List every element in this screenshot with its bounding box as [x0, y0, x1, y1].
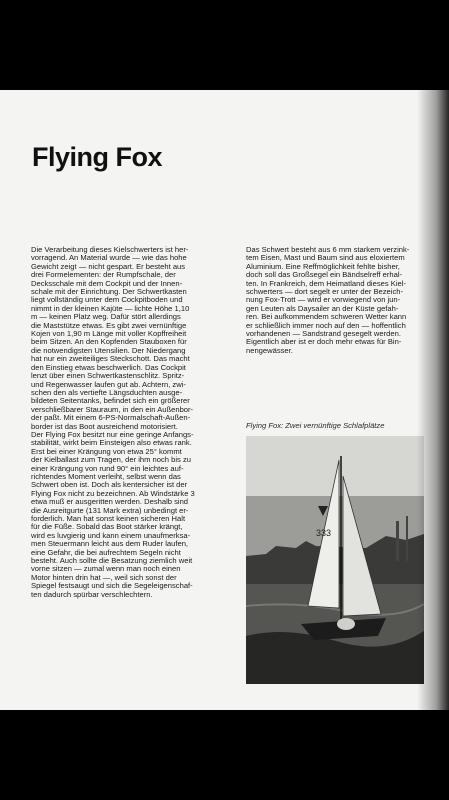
sail-number: 333	[316, 528, 332, 538]
magazine-page	[0, 90, 449, 710]
article-title: Flying Fox	[32, 142, 162, 172]
page-edge-shadow	[417, 90, 449, 710]
article-body-right-column: Das Schwert besteht aus 6 mm starkem verzink- tem Eisen, Mast und Baum sind aus eloxiertem Aluminium. Eine Reffmöglichkeit fehlte bisher, doch soll das Großsegel ein Bändselreff erhal- ten. In Frankreich, dem Heimatland dieses Kiel- schwerters — dort segelt er unter der Bezeich- nung Fox-Trott — wird er vorwiegend von jun- gen Leuten als Daysailer an der Küste gefah- ren. Bei aufkommendem schweren Wetter kann er schließlich immer noch auf den — hoffentlich vorhandenen — Sandstrand gesegelt werden. Eigentlich aber ist er doch mehr etwas für Bin- nengewässer.	[246, 246, 410, 355]
article-body-left-column: Die Verarbeitung dieses Kielschwerters ist her- vorragend. An Material wurde — wie das hohe Gewicht zeigt — nicht gespart. Er besteht aus drei Formelementen: der Rumpfschale, der Decksschale mit dem Cockpit und der Innen- schale mit der Einrichtung. Der Schwertkasten liegt vollständig unter dem Cockpitboden und nimmt in der kleinen Kajüte — lichte Höhe 1,10 m — keinen Platz weg. Dafür stört allerdings die Maststütze etwas. Es gibt zwei vernünftige Kojen von 1,90 m Länge mit voller Kopffreiheit beim Sitzen. An den Kopfenden Stauboxen für die notwendigsten Utensilien. Der Niedergang hat nur ein zweiteiliges Steckschott. Das macht den Einstieg etwas beschwerlich. Das Cockpit lenzt über einen Schwertkastenschlitz. Spritz- und Regenwasser laufen gut ab. Achtern, zwi- schen den als vertiefte Längsduchten ausge- bildeten Seitentanks, befindet sich ein größerer verschließbarer Stauraum, in den ein Außenbor- der paßt. Mit einem 6-PS-Normalschaft-Außen- border ist das Boot ausreichend motorisiert. Der Flying Fox besitzt nur eine geringe Anfangs- stabilität, wirkt beim Einsteigen also etwas rank. Erst bei einer Krängung von etwa 25° kommt der Kielballast zum Tragen, der ihm noch bis zu einer Krängung von rund 90° ein leichtes auf- richtendes Moment verleiht, selbst wenn das Schwert oben ist. Doch als kentersicher ist der Flying Fox nicht zu bezeichnen. Ab Windstärke 3 etwa muß er ausgeritten werden. Deshalb sind die Ausreitgurte (131 Mark extra) unbedingt er- forderlich. Man hat sonst keinen sicheren Halt für die Füße. Sobald das Boot stärker krängt, wird es luvgierig und kann einem unaufmerksa- men Steuermann leicht aus dem Ruder laufen, eine Gefahr, die bei aufrechtem Segeln nicht besteht. Auch sollte die Besatzung ziemlich weit vorne sitzen — zumal wenn man noch einen Motor hinten drin hat —, weil sich sonst der Spiegel festsaugt und sich die Segeleigenschaf- ten dadurch spürbar verschlechtern.	[31, 246, 195, 599]
photo-caption: Flying Fox: Zwei vernünftige Schlafplätze	[246, 421, 385, 430]
sailboat-photo	[246, 436, 424, 684]
